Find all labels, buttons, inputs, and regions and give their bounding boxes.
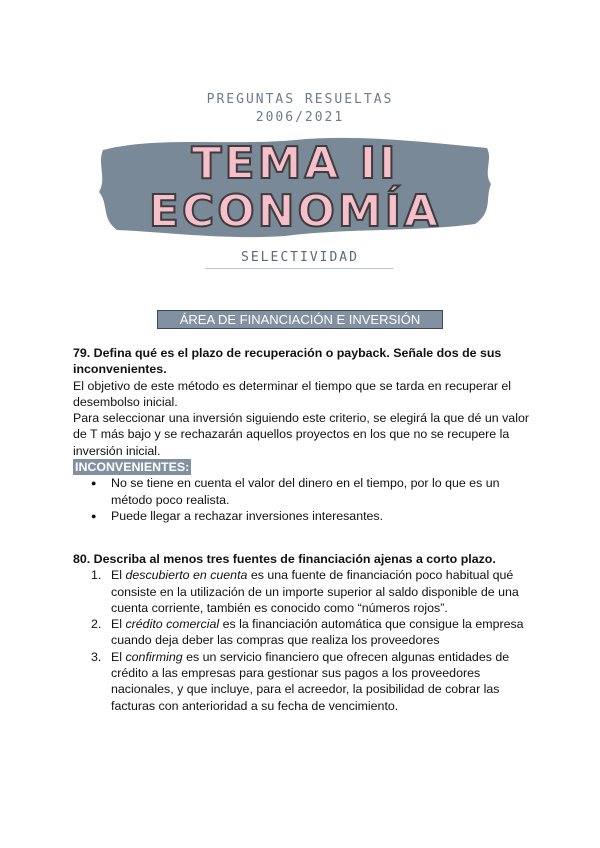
title-line-2: ECONOMÍA	[148, 186, 442, 237]
list-item: 3. El confirming es un servicio financiero que ofrecen algunas entidades de crédito a las empresas para gestionar sus pagos a los proveedores nacionales, y que incluye, para el acreedor, la posibilidad de cobrar las facturas con anterioridad a su fecha de vencimiento.	[91, 649, 510, 713]
subtitle-line-2: 2006/2021	[255, 110, 345, 125]
list-item: ● Puede llegar a rechazar inversiones interesantes.	[111, 508, 533, 524]
sources-list	[73, 567, 533, 714]
subtitle-line-1: PREGUNTAS RESUELTAS	[206, 92, 394, 107]
question-79-paragraph-1: El objetivo de este método es determinar el tiempo que se tarda en recuperar el desembolso inicial.	[73, 378, 512, 409]
question-79-paragraph-2: Para seleccionar una inversión siguiendo este criterio, se elegirá la que dé un valor de T más bajo y se rechazarán aquellos proyectos en los que no se recupere la inversión inicial.	[73, 411, 529, 458]
inconvenientes-tag: INCONVENIENTES:	[75, 460, 190, 475]
tagline: SELECTIVIDAD	[241, 250, 359, 265]
title-banner	[95, 132, 495, 242]
list-item: 2. El crédito comercial es la financiación automática que consigue la empresa cuando deja deber las compras que realiza los proveedores	[91, 617, 524, 648]
question-80	[73, 551, 533, 714]
question-79	[73, 345, 533, 524]
list-item: 1. El descubierto en cuenta es una fuente de financiación poco habitual qué consiste en la utilización de un importe superior al saldo disponible de una cuenta corriente, también es conocido como “números rojos”.	[91, 568, 519, 615]
title-line-1: TEMA II	[191, 138, 399, 189]
question-80-title: 80. Describa al menos tres fuentes de financiación ajenas a corto plazo.	[73, 552, 496, 566]
section-title: ÁREA DE FINANCIACIÓN E INVERSIÓN	[157, 310, 443, 329]
inconvenientes-list	[73, 475, 533, 524]
question-79-title: 79. Defina qué es el plazo de recuperación o payback. Señale dos de sus inconvenientes.	[73, 346, 502, 377]
divider	[205, 268, 393, 269]
list-item: ● No se tiene en cuenta el valor del dinero en el tiempo, por lo que es un método poco realista.	[111, 475, 533, 508]
